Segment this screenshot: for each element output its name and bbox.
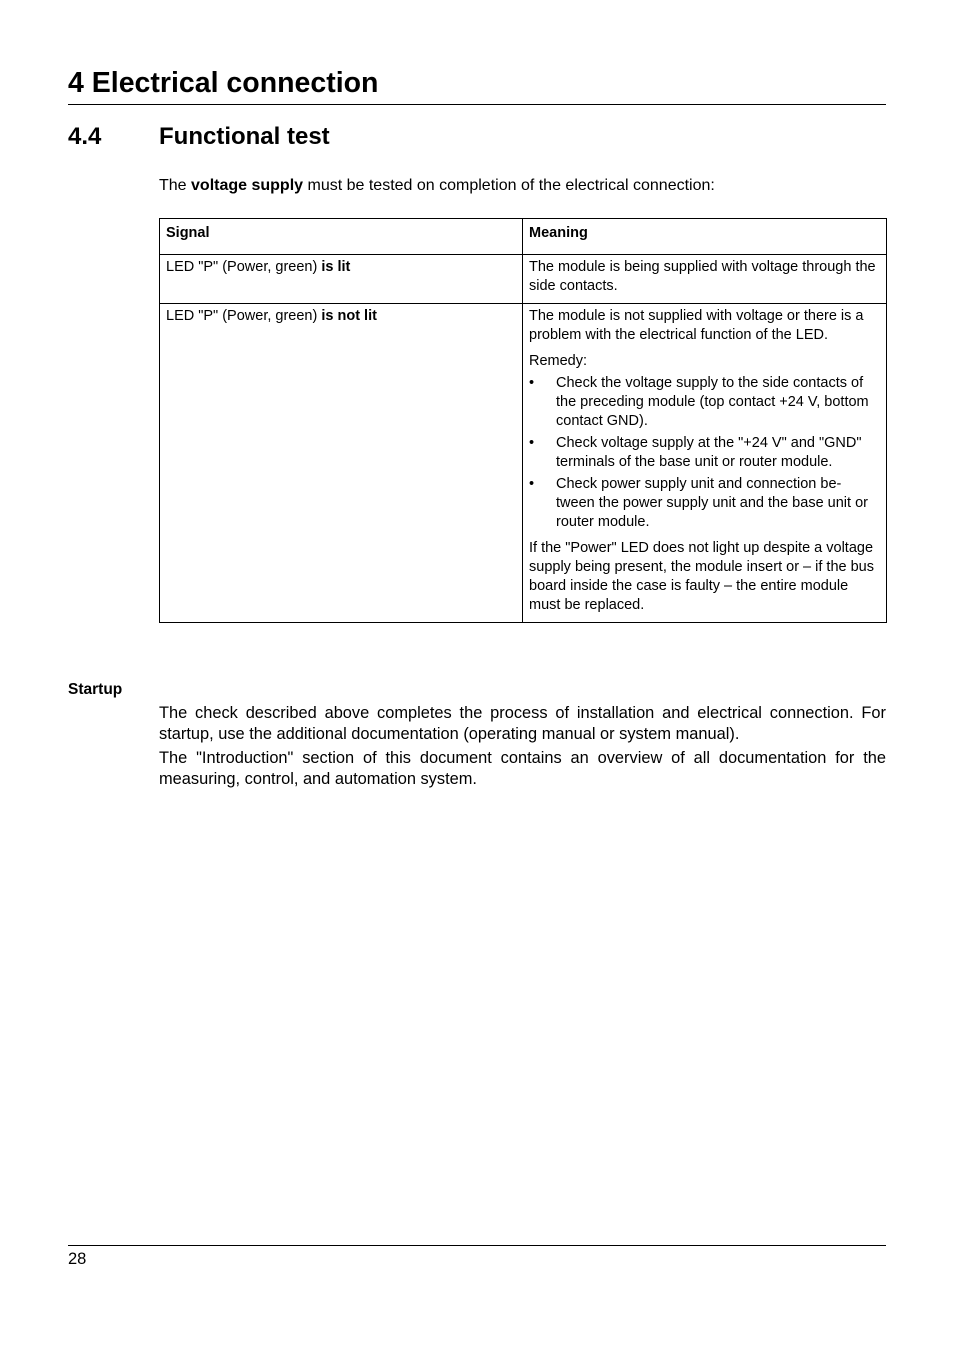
table-row: [160, 255, 887, 304]
intro-emphasis: voltage supply: [191, 177, 304, 194]
footer-divider: [68, 1245, 886, 1246]
intro-prefix: The: [159, 177, 192, 194]
remedy-item-text: Check the voltage supply to the side contacts of the preceding module (top contact +24 V, bottom contact GND).: [556, 375, 869, 429]
introduction-paragraph: The "Introduction" section of this document contains an overview of all documentation for the measuring, control, and automation system.: [159, 749, 886, 788]
remedy-item-text: Check power supply unit and connection be-tween the power supply unit and the base unit or router module.: [556, 476, 868, 530]
section-number: 4.4: [68, 123, 102, 150]
list-item: [529, 374, 880, 431]
bullet-icon: •: [529, 476, 535, 492]
table-cell-meaning: [523, 304, 887, 623]
table-header-row: [160, 219, 887, 255]
intro-paragraph: [159, 176, 886, 196]
remedy-item-text: Check voltage supply at the "+24 V" and "GND" terminals of the base unit or router module.: [556, 435, 862, 470]
meaning-text: The module is being supplied with voltage through the side contacts.: [529, 259, 876, 294]
section-title: Functional test: [159, 123, 330, 150]
meaning-text: The module is not supplied with voltage or there is a problem with the electrical function of the LED.: [529, 308, 864, 343]
list-item: [529, 475, 880, 532]
table-cell-signal: [160, 255, 523, 304]
table-row: [160, 304, 887, 623]
remedy-list: [529, 374, 880, 532]
remedy-label: Remedy:: [529, 353, 588, 369]
chapter-divider: [68, 104, 886, 105]
table-header-signal: Signal: [160, 219, 523, 255]
list-item: [529, 434, 880, 472]
signal-table: [159, 218, 887, 623]
chapter-title: 4 Electrical connection: [68, 67, 379, 99]
startup-heading: Startup: [68, 681, 123, 698]
bullet-icon: •: [529, 435, 535, 451]
table-header-meaning: Meaning: [523, 219, 887, 255]
startup-paragraph: The check described above completes the process of installation and electrical connection. For startup, use the additional documentation (operating manual or system manual).: [159, 704, 886, 743]
bullet-icon: •: [529, 375, 535, 391]
table-cell-meaning: [523, 255, 887, 304]
intro-suffix: must be tested on completion of the electrical connection:: [303, 177, 715, 194]
page-number: 28: [68, 1250, 87, 1268]
closing-note: If the "Power" LED does not light up despite a voltage supply being present, the module insert or – if the bus board inside the case is faulty – the entire module must be replaced.: [529, 540, 874, 613]
signal-state: is not lit: [321, 308, 377, 324]
signal-text: LED "P" (Power, green): [166, 259, 322, 275]
table-cell-signal: [160, 304, 523, 623]
signal-state: is lit: [321, 259, 351, 275]
signal-text: LED "P" (Power, green): [166, 308, 322, 324]
